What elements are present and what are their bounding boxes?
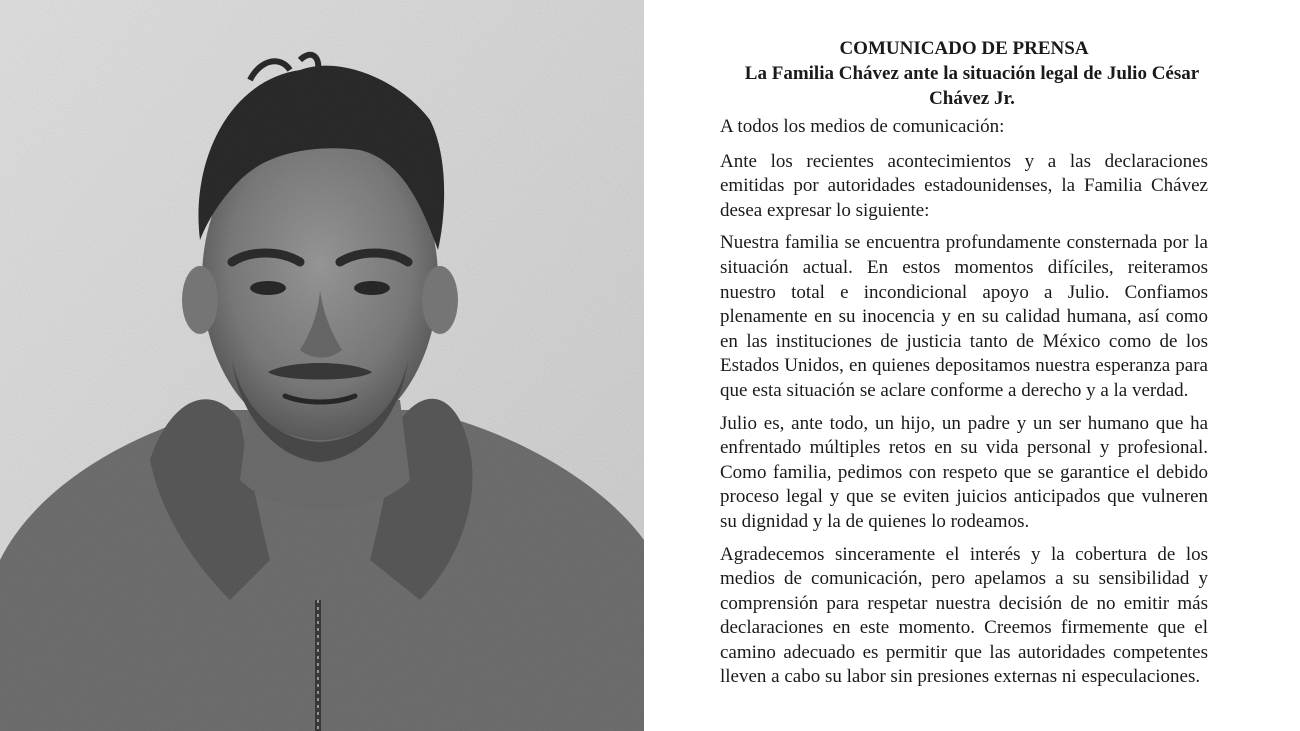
portrait-image <box>0 0 644 731</box>
paragraph-1: Ante los recientes acontecimientos y a las declaraciones emitidas por autoridades estadounidenses, la Familia Chávez desea expresar lo siguiente: <box>720 150 1208 221</box>
portrait-photo <box>0 0 644 731</box>
press-release <box>648 0 1300 731</box>
paragraph-4: Agradecemos sinceramente el interés y la cobertura de los medios de comunicación, pero apelamos a su sensibilidad y comprensión para respetar nuestra decisión de no emitir más declaraciones en este momento. Creemos firmemente que el camino adecuado es permitir que las autoridades competentes lleven a cabo su labor sin presiones externas ni especulaciones. <box>720 543 1208 688</box>
paragraph-2: Nuestra familia se encuentra profundamente consternada por la situación actual. En estos momentos difíciles, reiteramos nuestro total e incondicional apoyo a Julio. Confiamos plenamente en su inocencia y en su calidad humana, así como en las instituciones de justicia tanto de México como de los Estados Unidos, en quienes depositamos nuestra esperanza para que esta situación se aclare conforme a derecho y a la verdad. <box>720 232 1208 401</box>
press-release-heading: COMUNICADO DE PRENSA <box>839 38 1089 59</box>
press-release-subheading: La Familia Chávez ante la situación legal de Julio César Chávez Jr. <box>744 63 1200 109</box>
salutation: A todos los medios de comunicación: <box>720 116 1005 137</box>
paragraph-3: Julio es, ante todo, un hijo, un padre y un ser humano que ha enfrentado múltiples retos en su vida personal y profesional. Como familia, pedimos con respeto que se garantice el debido proceso legal y que se eviten juicios anticipados que vulneren su dignidad y la de quienes lo rodeamos. <box>720 412 1208 532</box>
